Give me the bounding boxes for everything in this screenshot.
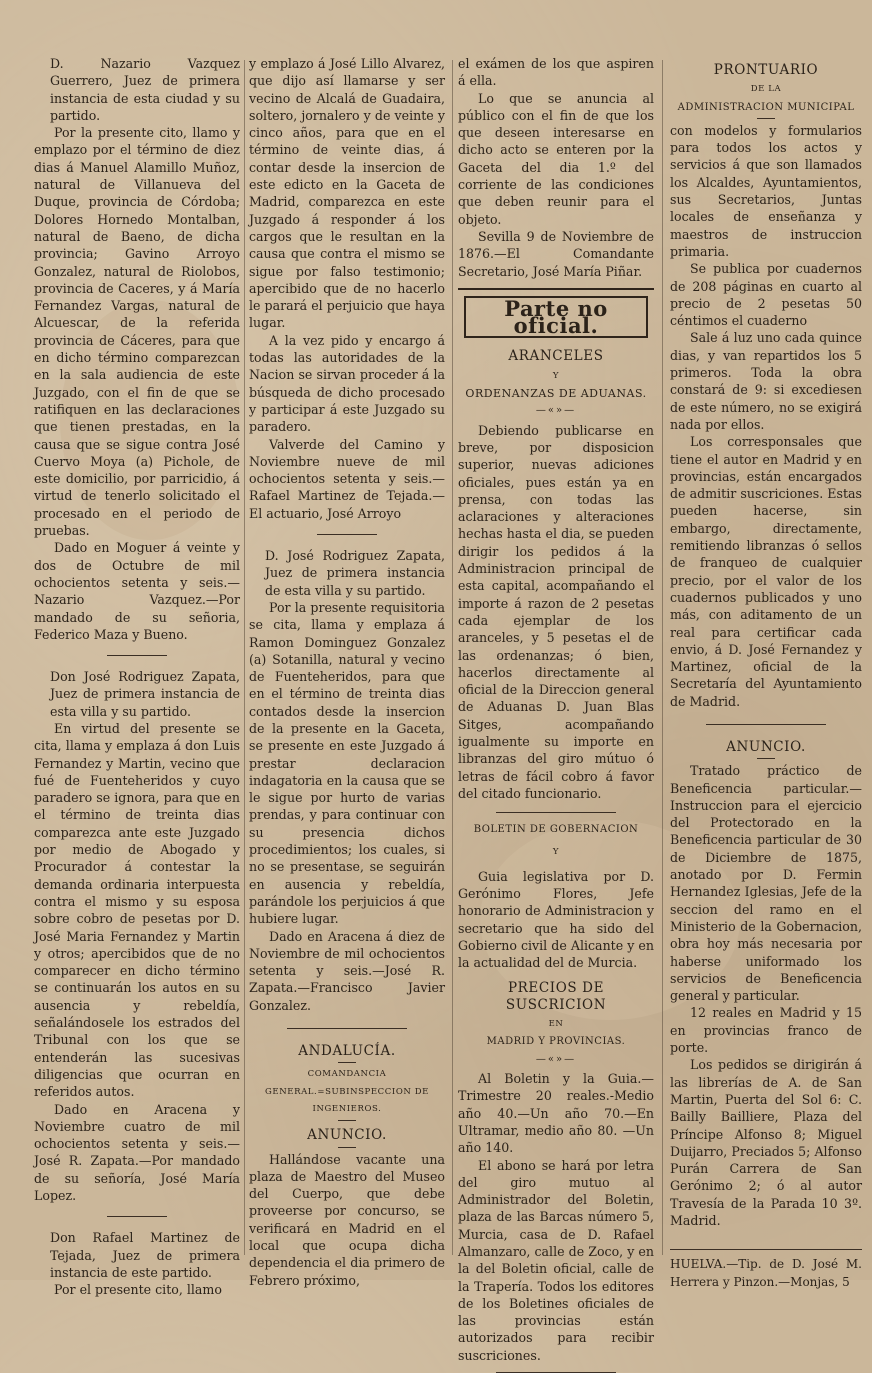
anuncio-body: Lo que se anuncia al público con el fin de que los que deseen interesarse en dicho acto se enteren por la Gaceta del dia 1.º del corriente de las condiciones que deben reunir para el objeto. xyxy=(458,90,654,227)
edict-body: Por la presente cito, llamo y emplazo por el término de diez dias á Manuel Alamillo Muñoz, natural de Villanueva del Duque, provincia de Córdoba; Dolores Hornedo Montalban, natural de Baeno, de dicha provincia; Gavino Arroyo Gonzalez, natural de Riolobos, provincia de Caceres, y á María Fernandez Vargas, natural de Alcuescar, de la referida provincia de Cáceres, para que en dicho término comparezcan en la sala audiencia de este Juzgado, con el fin de que se ratifiquen en las declaraciones que tienen prestadas, en la causa que se sigue contra José Cuervo Moya (a) Pichole, de este domicilio, por parricidio, á virtud de tenerlo solicitado el procesado en el periodo de pruebas. xyxy=(34,125,240,539)
edict-signature: Dado en Aracena y Noviembre cuatro de mil ochocientos setenta y seis.—José R. Zapata.—Por mandado de su señoría, José María Lopez. xyxy=(34,1101,240,1203)
edict-body: Por la presente requisitoria se cita, llama y emplaza á Ramon Dominguez Gonzalez (a) Sotanilla, natural y vecino de Fuenteheridos, para que en el término de treinta dias contados desde la insercion de la presente en la Gaceta, se presente en este Juzgado á prestar declaracion indagatoria en la causa que se le sigue por hurto de varias prendas, y para continuar con su presencia dichos procedimientos; los cuales, si no se presentase, se seguirán en ausencia y rebeldía, parándole los perjuicios á que hubiere lugar. xyxy=(249,599,445,927)
precios-heading: PRECIOS DE SUSCRICION xyxy=(505,979,607,1013)
separator xyxy=(706,724,826,725)
precios-body: Al Boletin y la Guia.—Trimestre 20 reales.-Medio año 40.—Un año 70.—En Ultramar, medio año 80. —Un año 140. xyxy=(458,1071,654,1156)
separator xyxy=(757,118,775,119)
separator xyxy=(287,1028,407,1029)
column-2 xyxy=(249,55,445,1288)
precios-subheading: MADRID Y PROVINCIAS. xyxy=(486,1036,626,1048)
aranceles-body: Debiendo publicarse en breve, por disposicion superior, nuevas adiciones oficiales, pues están ya en prensa, con todas las aclaraciones y alteraciones hechas hasta el dia, se pueden dirigir los pedidos á la Administracion principal de esta capital, acompañando el importe á razon de 2 pesetas cada ejemplar de los aranceles, y 5 pesetas el de las ordenanzas; ó bien, hacerlos directamente al oficial de la Direccion general de Aduanas D. Juan Blas Sitges, acompañando igualmente su importe en libranzas del giro mútuo ó letras de fácil cobro á favor del citado funcionario. xyxy=(458,422,654,801)
edict-body: A la vez pido y encargo á todas las autoridades de la Nacion se sirvan proceder á la búsqueda de dicho procesado y participar á este Juzgado su paradero. xyxy=(249,332,445,435)
separator xyxy=(338,1147,356,1148)
guia-body: Guia legislativa por D. Gerónimo Flores, Jefe honorario de Administracion y secretario que ha sido del Gobierno civil de Alicante y en la actualidad del de Murcia. xyxy=(458,868,654,971)
edict-heading: D. Nazario Vazquez Guerrero, Juez de primera instancia de esta ciudad y su partido. xyxy=(50,56,240,123)
anuncio-body: Tratado práctico de Beneficencia particular.—Instruccion para el ejercicio del Protectorado en la Beneficencia particular de 30 de Diciembre de 1875, anotado por D. Fermin Hernandez Iglesias, Jefe de la seccion del ramo en el Ministerio de la Gobernacion, obra hoy más necesaria por haberse uniformado los servicios de Beneficencia general y particular. xyxy=(670,763,862,1004)
column-rule xyxy=(244,60,245,1255)
separator xyxy=(317,534,377,535)
boletin-conjunction: Y xyxy=(552,847,560,858)
column-rule xyxy=(662,60,663,1255)
edict-heading: D. José Rodriguez Zapata, Juez de primera instancia de esta villa y su partido. xyxy=(265,548,445,598)
ordenanzas-heading: ORDENANZAS DE ADUANAS. xyxy=(465,387,647,401)
column-3 xyxy=(458,55,654,1363)
edict-signature: Valverde del Camino y Noviembre nueve de mil ochocientos setenta y seis.—Rafael Martinez de Tejada.—El actuario, José Arroyo xyxy=(249,436,445,521)
separator xyxy=(496,812,616,813)
subsection-heading: COMANDANCIA GENERAL.=SUBINSPECCION DE INGENIEROS. xyxy=(265,1069,429,1114)
anuncio-body: Los pedidos se dirigirán á las librerías de A. de San Martin, Puerta del Sol 6: C. Bailly Bailliere, Plaza del Príncipe Alfonso 8; Miguel Duijarro, Preciados 5; Alfonso Purán Carrera de San Gerónimo 2; ó al autor Travesía de la Parada 10 3º. Madrid. xyxy=(670,1057,862,1228)
ornament: —«»— xyxy=(535,405,577,417)
anuncio-body: Hallándose vacante una plaza de Maestro del Museo del Cuerpo, que debe proveerse por concurso, se verificará en Madrid en el local que ocupa dicha dependencia el dia primero de Febrero próximo, xyxy=(249,1151,445,1288)
anuncio-heading: ANUNCIO. xyxy=(726,738,806,755)
separator xyxy=(338,1120,356,1121)
aranceles-heading: ARANCELES xyxy=(508,348,604,365)
column-rule xyxy=(452,60,453,1255)
separator xyxy=(107,1216,167,1217)
prontuario-heading: PRONTUARIO xyxy=(713,62,819,78)
parte-no-oficial-heading: Parte no oficial. xyxy=(464,296,648,339)
printer-footer: HUELVA.—Tip. de D. José M. Herrera y Pinzon.—Monjas, 5 xyxy=(670,1249,862,1291)
precios-en: EN xyxy=(548,1019,564,1030)
prontuario-dela: DE LA xyxy=(750,84,782,95)
edict-body: Por el presente cito, llamo xyxy=(54,1282,222,1298)
prontuario-subheading: ADMINISTRACION MUNICIPAL xyxy=(677,101,855,113)
edict-body: En virtud del presente se cita, llama y emplaza á don Luis Fernandez y Martin, vecino que fué de Fuenteheridos y cuyo paradero se ignora, para que en el término de treinta dias comparezca ante este Juzgado por medio de Abogado y Procurador á contestar la demanda ordinaria interpuesta contra el mismo y su esposa sobre cobro de pesetas por D. José Maria Fernandez y Martin y otros; apercibidos que de no comparecer en dicho término se continuarán los autos en su ausencia y rebeldía, señalándosele los estrados del Tribunal con los que se entenderán las sucesivas diligencias que ocurran en referidos autos. xyxy=(34,720,240,1100)
aranceles-conjunction: Y xyxy=(552,370,560,381)
abono-body: El abono se hará por letra del giro mutuo al Administrador del Boletin, plaza de las Barcas número 5, Murcia, casa de D. Rafael Almanzaro, calle de Zoco, y en la del Boletin oficial, calle de la Trapería. Todos los editores de los Boletines oficiales de las provincias están autorizados para recibir suscriciones. xyxy=(458,1157,654,1363)
edict-signature: Dado en Moguer á veinte y dos de Octubre de mil ochocientos setenta y seis.—Nazario Vazquez.—Por mandado de su señoria, Federico Maza y Bueno. xyxy=(34,540,240,642)
prontuario-body: con modelos y formularios para todos los actos y servicios á que son llamados los Alcaldes, Ayuntamientos, sus Secretarios, Juntas locales de enseñanza y maestros de instruccion primaria. xyxy=(670,122,862,259)
section-heading-andalucia: ANDALUCÍA. xyxy=(298,1043,396,1060)
anuncio-signature: Sevilla 9 de Noviembre de 1876.—El Comandante Secretario, José María Piñar. xyxy=(458,228,654,279)
anuncio-body: 12 reales en Madrid y 15 en provincias franco de porte. xyxy=(670,1005,862,1056)
column-4 xyxy=(670,62,862,1289)
edict-signature: Dado en Aracena á diez de Noviembre de mil ochocientos setenta y seis.—José R. Zapata.—Francisco Javier Gonzalez. xyxy=(249,928,445,1013)
edict-body: y emplazo á José Lillo Alvarez, que dijo así llamarse y ser vecino de Alcalá de Guadaira, soltero, jornalero y de veinte y cinco años, para que en el término de veinte dias, á contar desde la insercion de este edicto en la Gaceta de Madrid, comparezca en este Juzgado á responder á los cargos que le resultan en la causa que contra el mismo se sigue por falso testimonio; apercibido que de no hacerlo le parará el perjuicio que haya lugar. xyxy=(249,56,445,331)
edict-heading: Don Rafael Martinez de Tejada, Juez de primera instancia de este partido. xyxy=(50,1230,240,1280)
prontuario-body: Sale á luz uno cada quince dias, y van repartidos los 5 primeros. Toda la obra constará de 9: si excediesen de este número, no se exigirá nada por ellos. xyxy=(670,330,862,432)
boletin-heading: BOLETIN DE GOBERNACION xyxy=(473,824,639,836)
separator xyxy=(757,758,775,759)
separator xyxy=(107,655,167,656)
separator xyxy=(458,288,654,290)
anuncio-body: el exámen de los que aspiren á ella. xyxy=(458,56,654,89)
anuncio-heading: ANUNCIO. xyxy=(307,1127,387,1144)
ornament: —«»— xyxy=(535,1053,577,1065)
separator xyxy=(338,1062,356,1063)
column-1 xyxy=(34,55,240,1298)
prontuario-body: Los corresponsales que tiene el autor en Madrid y en provincias, están encargados de admitir suscriciones. Estas pueden hacerse, sin embargo, directamente, remitiendo libranzas ó sellos de franqueo de cualquier precio, por el valor de los cuadernos publicados y uno más, con aditamento de un real para certificar cada envio, á D. José Fernandez y Martinez, oficial de la Secretaría del Ayuntamiento de Madrid. xyxy=(670,434,862,709)
prontuario-body: Se publica por cuadernos de 208 páginas en cuarto al precio de 2 pesetas 50 céntimos el cuaderno xyxy=(670,261,862,329)
edict-heading: Don José Rodriguez Zapata, Juez de primera instancia de esta villa y su partido. xyxy=(50,669,240,719)
